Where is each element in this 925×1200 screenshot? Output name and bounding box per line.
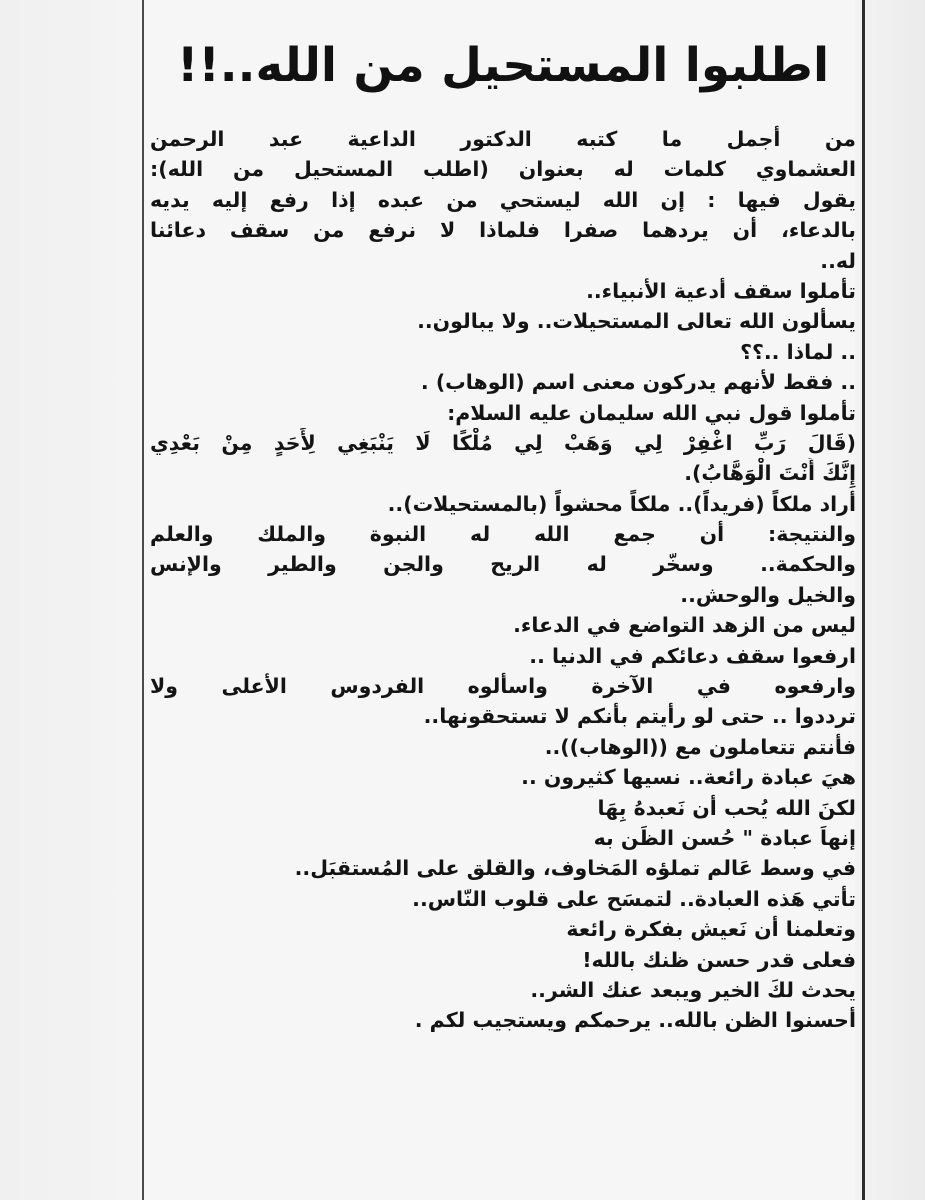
article-line: ترددوا .. حتى لو رأيتم بأنكم لا تستحقونها.. bbox=[423, 704, 856, 729]
article-line: والخيل والوحش.. bbox=[680, 582, 856, 607]
article-line: وتعلمنا أن نَعيش بفكرة رائعة bbox=[566, 917, 856, 942]
article-line: فأنتم تتعاملون مع ((الوهاب)).. bbox=[544, 734, 856, 759]
article-line: العشماوي كلمات له بعنوان (اطلب المستحيل من الله): bbox=[150, 157, 856, 182]
article-line: وارفعوه في الآخرة واسألوه الفردوس الأعلى ولا bbox=[150, 674, 856, 699]
column-rule-right bbox=[862, 0, 865, 1200]
column-rule-left bbox=[142, 0, 144, 1200]
article-line: لكنَ الله يُحب أن نَعبدهُ بِهَا bbox=[597, 795, 856, 820]
article-line: من أجمل ما كتبه الدكتور الداعية عبد الرحمن bbox=[150, 127, 856, 151]
article-line: إِنَّكَ أَنْتَ الْوَهَّابُ). bbox=[684, 461, 856, 486]
article-line: والحكمة.. وسخّر له الريح والجن والطير والإنس bbox=[150, 552, 856, 577]
page-gutter-left bbox=[0, 0, 138, 1200]
article-body bbox=[150, 124, 856, 1036]
article-line: (قَالَ رَبِّ اغْفِرْ لِي وَهَبْ لِي مُلْكًا لَا يَنْبَغِي لِأَحَدٍ مِنْ بَعْدِي bbox=[150, 430, 856, 455]
article-line: فعلى قدر حسن ظنك بالله! bbox=[582, 947, 856, 972]
article-line: تأملوا سقف أدعية الأنبياء.. bbox=[586, 278, 856, 303]
article-line: هيَ عبادة رائعة.. نسيها كثيرون .. bbox=[521, 765, 856, 790]
article-column bbox=[150, 30, 856, 1190]
article-line: أحسنوا الظن بالله.. يرحمكم ويستجيب لكم . bbox=[414, 1008, 856, 1033]
article-line: بالدعاء، أن يردهما صفرا فلماذا لا نرفع من سقف دعائنا bbox=[150, 218, 856, 243]
article-line: .. فقط لأنهم يدركون معنى اسم (الوهاب) . bbox=[420, 370, 856, 395]
article-line: يحدث لكَ الخير ويبعد عنك الشر.. bbox=[530, 977, 856, 1002]
article-line: أراد ملكاً (فريداً).. ملكاً محشواً (بالمستحيلات).. bbox=[387, 491, 856, 516]
article-line: يسألون الله تعالى المستحيلات.. ولا يبالون.. bbox=[417, 309, 856, 334]
article-line: ارفعوا سقف دعائكم في الدنيا .. bbox=[529, 643, 856, 668]
article-line: إنهاَ عبادة " حُسن الظَن به bbox=[593, 825, 856, 850]
article-line: .. لماذا ..؟؟ bbox=[740, 339, 856, 364]
article-line: ليس من الزهد التواضع في الدعاء. bbox=[513, 613, 856, 638]
article-title: اطلبوا المستحيل من الله..!! bbox=[176, 38, 830, 93]
article-line: في وسط عَالم تملؤه المَخاوف، والقلق على المُستقبَل.. bbox=[294, 856, 856, 881]
article-line: تأتي هَذه العبادة.. لتمسَح على قلوب النّاس.. bbox=[412, 886, 856, 911]
article-line: له.. bbox=[820, 248, 856, 273]
article-line: يقول فيها : إن الله ليستحي من عبده إذا رفع إليه يديه bbox=[150, 187, 856, 212]
article-line: تأملوا قول نبي الله سليمان عليه السلام: bbox=[447, 400, 856, 425]
page-gutter-right bbox=[855, 0, 925, 1200]
article-line: والنتيجة: أن جمع الله له النبوة والملك والعلم bbox=[150, 522, 856, 547]
